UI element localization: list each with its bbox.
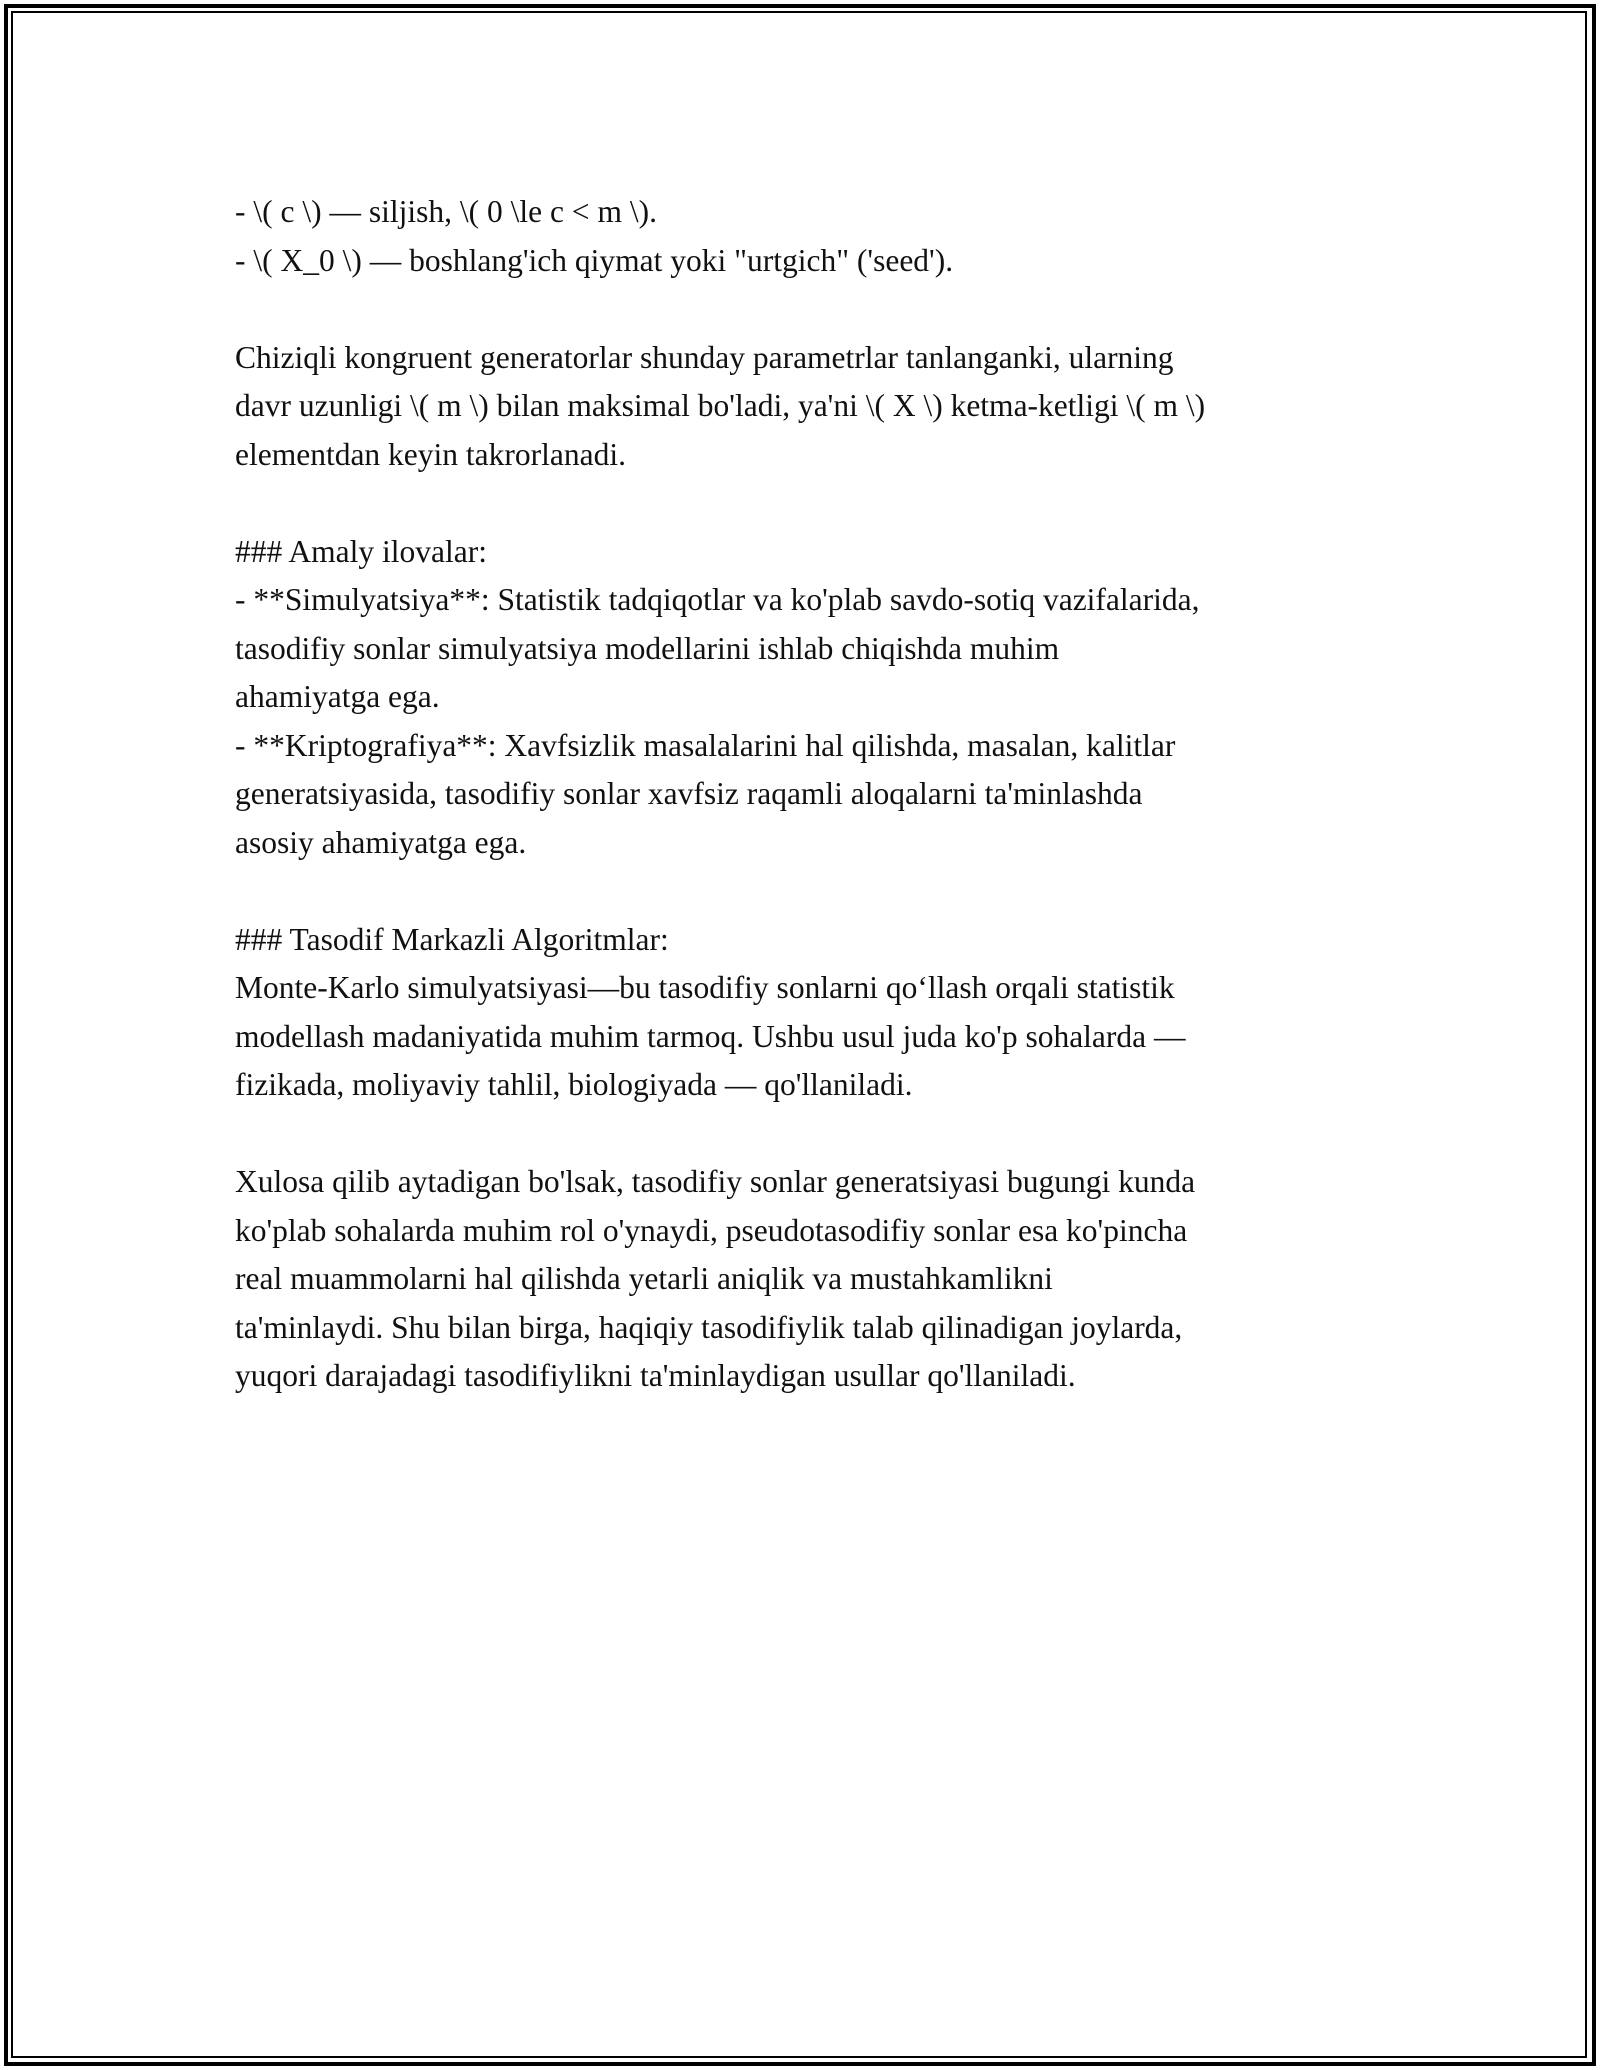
paragraph-line: tasodifiy sonlar simulyatsiya modellarini ishlab chiqishda muhim bbox=[235, 630, 1060, 666]
paragraph-line: fizikada, moliyaviy tahlil, biologiyada — qo'llaniladi. bbox=[235, 1067, 913, 1102]
paragraph-line: Chiziqli kongruent generatorlar shunday parametrlar tanlanganki, ularning bbox=[235, 339, 1174, 375]
paragraph-line: ta'minlaydi. Shu bilan birga, haqiqiy tasodifiylik talab qilinadigan joylarda, bbox=[235, 1309, 1183, 1345]
document-body bbox=[235, 188, 1375, 1449]
paragraph-line: Monte-Karlo simulyatsiyasi—bu tasodifiy sonlarni qo‘llash orqali statistik bbox=[235, 970, 1175, 1005]
paragraph-line: Xulosa qilib aytadigan bo'lsak, tasodifiy sonlar generatsiyasi bugungi kunda bbox=[235, 1164, 1196, 1199]
section-heading: ### Tasodif Markazli Algoritmlar: bbox=[235, 921, 669, 957]
lcg-paragraph bbox=[235, 334, 1375, 480]
section-heading: ### Amaly ilovalar: bbox=[235, 533, 487, 569]
paragraph-line: modellash madaniyatida muhim tarmoq. Ushbu usul juda ko'p sohalarda — bbox=[235, 1018, 1186, 1054]
list-item-x0: - \( X_0 \) — boshlang'ich qiymat yoki "urtgich" ('seed'). bbox=[235, 242, 954, 278]
algorithms-section bbox=[235, 916, 1375, 1110]
paragraph-line: ahamiyatga ega. bbox=[235, 679, 440, 714]
paragraph-line: asosiy ahamiyatga ega. bbox=[235, 824, 527, 860]
params-list bbox=[235, 188, 1375, 285]
paragraph-line: davr uzunligi \( m \) bilan maksimal bo'ladi, ya'ni \( X \) ketma-ketligi \( m \) bbox=[235, 388, 1206, 423]
list-item-simulation: - **Simulyatsiya**: Statistik tadqiqotlar va ko'plab savdo-sotiq vazifalarida, bbox=[235, 582, 1200, 617]
list-item-cryptography: - **Kriptografiya**: Xavfsizlik masalalarini hal qilishda, masalan, kalitlar bbox=[235, 727, 1176, 763]
applications-section bbox=[235, 528, 1375, 868]
paragraph-line: elementdan keyin takrorlanadi. bbox=[235, 436, 626, 472]
paragraph-line: real muammolarni hal qilishda yetarli aniqlik va mustahkamlikni bbox=[235, 1261, 1053, 1296]
paragraph-line: yuqori darajadagi tasodifiylikni ta'minlaydigan usullar qo'llaniladi. bbox=[235, 1358, 1076, 1393]
list-item-c: - \( c \) — siljish, \( 0 \le c < m \). bbox=[235, 194, 657, 229]
paragraph-line: ko'plab sohalarda muhim rol o'ynaydi, pseudotasodifiy sonlar esa ko'pincha bbox=[235, 1212, 1188, 1248]
paragraph-line: generatsiyasida, tasodifiy sonlar xavfsiz raqamli aloqalarni ta'minlashda bbox=[235, 776, 1143, 811]
conclusion-paragraph bbox=[235, 1158, 1375, 1401]
